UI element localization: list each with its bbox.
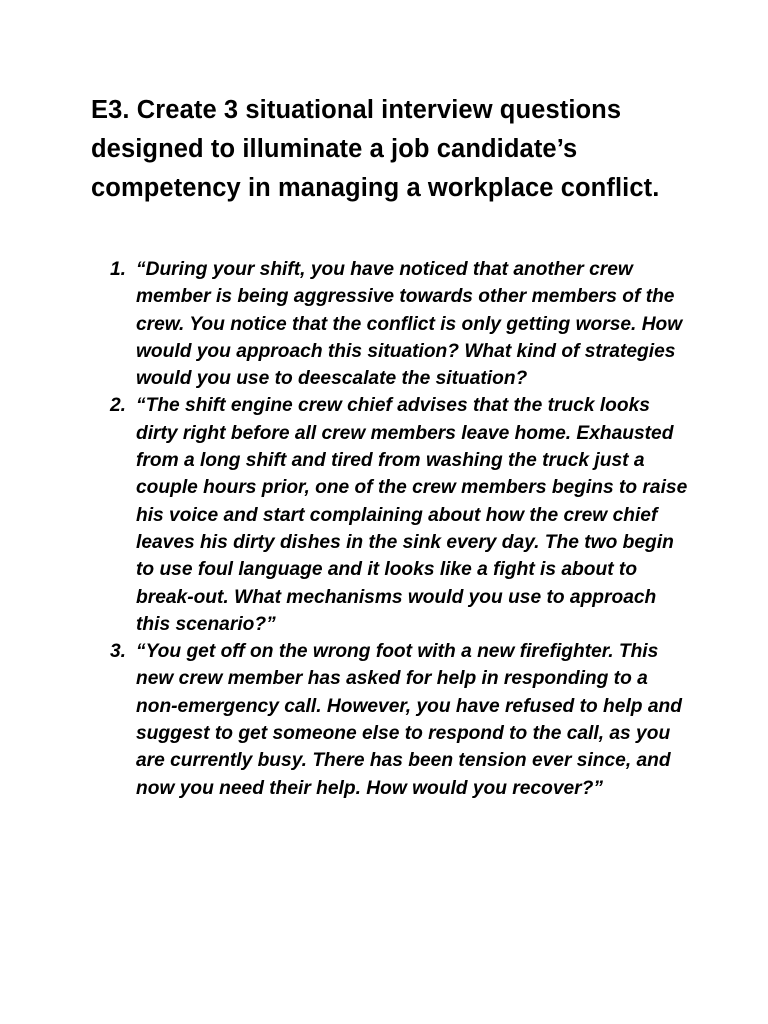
question-item [110,638,690,802]
question-item [110,392,690,638]
question-list [110,256,690,802]
question-item [110,256,690,392]
question-number: 2. [110,395,127,417]
question-text: “You get off on the wrong foot with a new firefighter. This new crew member has asked for help in responding to a non-emergency call. However, you have refused to help and suggest to get someone else to respond to the call, as you are currently busy. There has been tension ever since, and now you need their help. How would you recover?” [136,641,682,799]
question-text: “The shift engine crew chief advises that the truck looks dirty right before all crew members leave home. Exhausted from a long shift and tired from washing the truck just a couple hours prior, one of the crew members begins to raise his voice and start complaining about how the crew chief leaves his dirty dishes in the sink every day. The two begin to use foul language and it looks like a fight is about to break-out. What mechanisms would you use to approach this scenario?” [136,395,688,635]
page-heading: E3. Create 3 situational interview questions designed to illuminate a job candidate’s competency in managing a workplace conflict. [91,96,660,202]
question-number: 1. [110,259,127,280]
question-text: “During your shift, you have noticed that another crew member is being aggressive towards other members of the crew. You notice that the conflict is only getting worse. How would you approach this situation? What kind of strategies would you use to deescalate the situation? [136,259,683,390]
question-number: 3. [110,641,127,663]
